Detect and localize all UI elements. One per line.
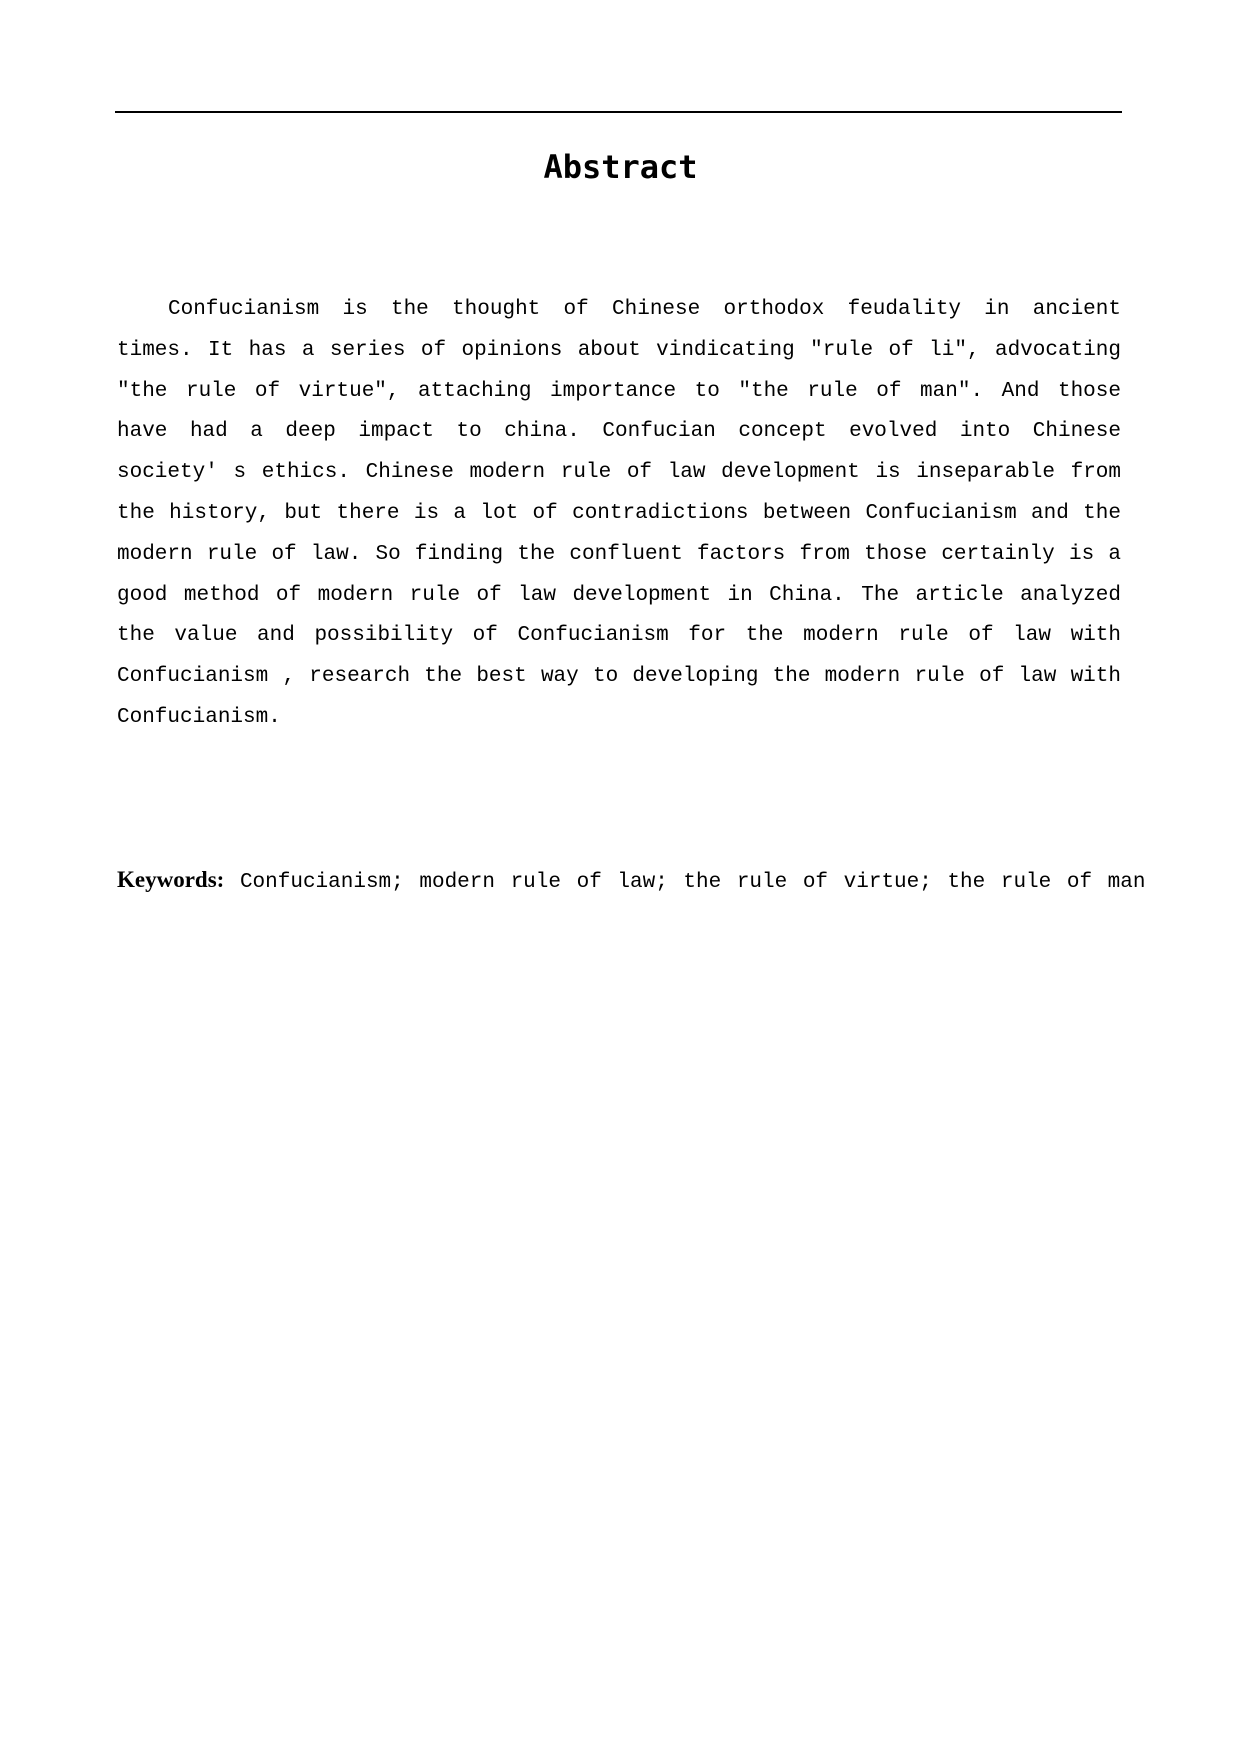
header-rule bbox=[115, 111, 1122, 113]
keywords-label: Keywords: bbox=[117, 867, 225, 892]
keywords-text: Confucianism; modern rule of law; the rule of virtue; the rule of man bbox=[239, 871, 1146, 894]
page-title: Abstract bbox=[543, 148, 698, 186]
keywords-line bbox=[117, 860, 1146, 903]
abstract-paragraph: Confucianism is the thought of Chinese orthodox feudality in ancient times. It has a series of opinions about vindicating "rule of li", advocating "the rule of virtue", attaching importance to "the rule of man". And those have had a deep impact to china. Confucian concept evolved into Chinese society′ s ethics. Chinese modern rule of law development is inseparable from the history, but there is a lot of contradictions between Confucianism and the modern rule of law. So finding the confluent factors from those certainly is a good method of modern rule of law development in China. The article analyzed the value and possibility of Confucianism for the modern rule of law with Confucianism , research the best way to developing the modern rule of law with Confucianism. bbox=[117, 298, 1121, 729]
